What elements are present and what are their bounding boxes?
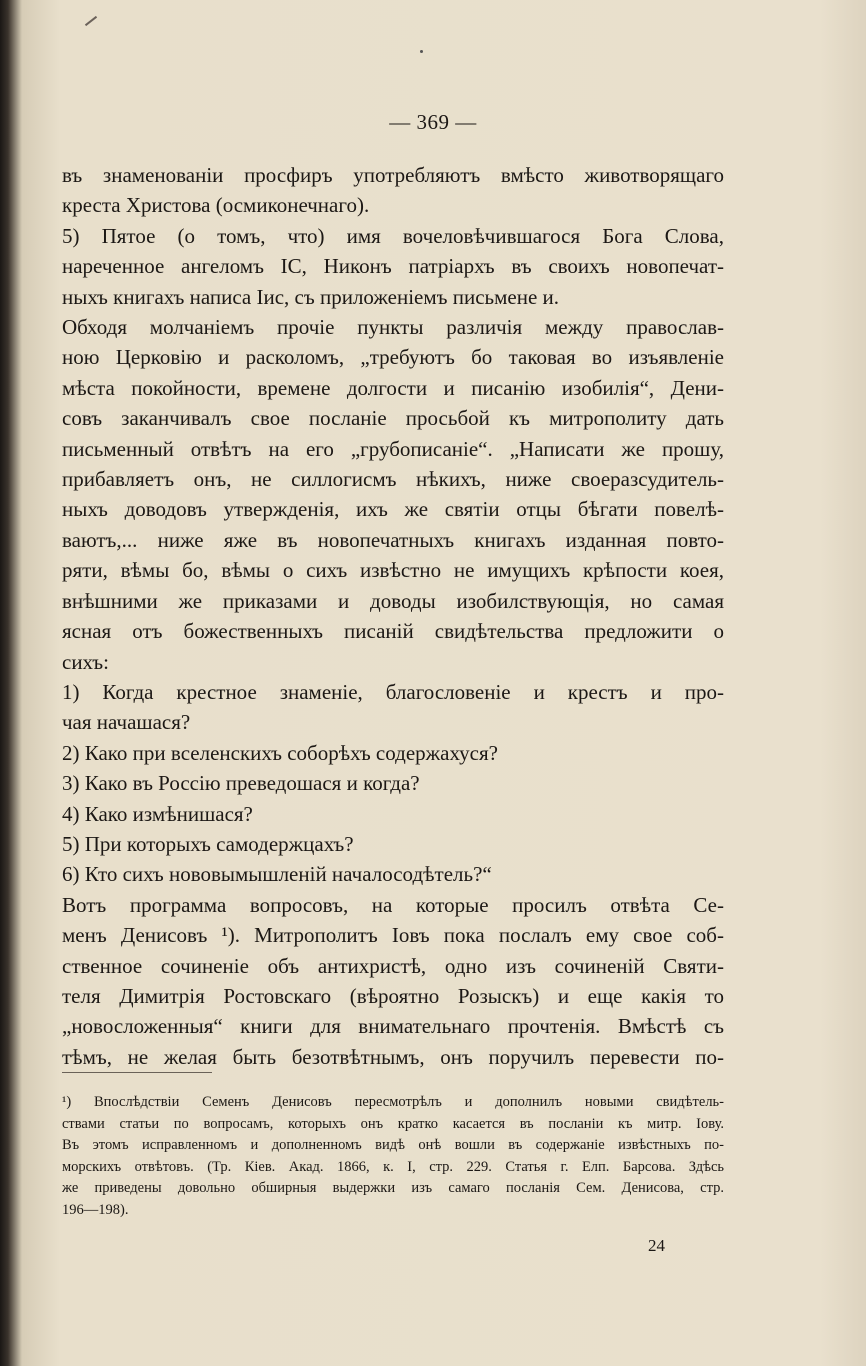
footnote — [62, 1092, 724, 1221]
text-line: въ знаменованіи просфиръ употребляютъ вмѣсто животворящаго — [62, 163, 724, 187]
footnote-line: ¹) Впослѣдствіи Семенъ Денисовъ пересмотрѣлъ и дополнилъ новыми свидѣтель- — [62, 1094, 724, 1110]
text-line: ваютъ,... ниже яже въ новопечатныхъ книгахъ изданная повто- — [62, 527, 724, 552]
signature-mark: 24 — [648, 1236, 665, 1255]
text-line: совъ заканчивалъ свое посланіе просьбой къ митрополиту дать — [62, 406, 724, 431]
text-line: ныхъ доводовъ утвержденія, ихъ же святіи отцы бѣгати повелѣ- — [62, 497, 724, 522]
speck — [420, 50, 423, 53]
text-line: внѣшними же приказами и доводы изобилствующія, но самая — [62, 588, 724, 613]
text-line: 5) При которыхъ самодержцахъ? — [62, 831, 354, 856]
text-line: 3) Како въ Россію преведошася и когда? — [62, 771, 420, 796]
text-line: ряти, вѣмы бо, вѣмы о сихъ извѣстно не имущихъ крѣпости коея, — [62, 558, 724, 583]
text-line: креста Христова (осмиконечнаго). — [62, 193, 370, 218]
text-line: письменный отвѣтъ на его „грубописаніе“. „Написати же прошу, — [62, 436, 724, 461]
text-line: 4) Како измѣнишася? — [62, 801, 253, 826]
text-line: 6) Кто сихъ нововымышленій началосодѣтель?“ — [62, 862, 492, 887]
text-line: теля Димитрія Ростовскаго (вѣроятно Розыскъ) и еще какія то — [62, 983, 724, 1008]
text-line: прибавляетъ онъ, не силлогисмъ нѣкихъ, ниже своеразсудитель- — [62, 467, 724, 492]
footnote-line: же приведены довольно обширныя выдержки изъ самаго посланія Сем. Денисова, стр. — [62, 1180, 724, 1196]
footnote-line: морскихъ отвѣтовъ. (Тр. Кіев. Акад. 1866, к. I, стр. 229. Статья г. Елп. Барсова. Здѣсь — [62, 1158, 724, 1175]
text-line: ныхъ книгахъ написа Іис, съ приложеніемъ письмене и. — [62, 284, 560, 309]
text-line: тѣмъ, не желая быть безотвѣтнымъ, онъ поручилъ перевести по- — [62, 1044, 724, 1069]
page-number: — 369 — — [389, 110, 477, 134]
text-line: мѣста покойности, времене долгости и писанію изобилія“, Дени- — [62, 375, 724, 400]
text-line: сихъ: — [62, 649, 109, 674]
text-line: 1) Когда крестное знаменіе, благословеніе и крестъ и про- — [62, 679, 724, 704]
text-line: ясная отъ божественныхъ писаній свидѣтельства предложити о — [62, 619, 724, 644]
text-line: чая начашася? — [62, 710, 191, 735]
text-line: 5) Пятое (о томъ, что) имя вочеловѣчившагося Бога Слова, — [62, 223, 724, 248]
main-text — [62, 160, 724, 1072]
text-line: 2) Како при вселенскихъ соборѣхъ содержахуся? — [62, 740, 498, 765]
text-line: „новосложенныя“ книги для внимательнаго прочтенія. Вмѣстѣ съ — [62, 1014, 724, 1039]
text-line: нареченное ангеломъ IC, Никонъ патріархъ въ своихъ новопечат- — [62, 254, 724, 279]
text-line: ственное сочиненіе объ антихристѣ, одно изъ сочиненій Святи- — [62, 953, 724, 978]
text-line: менъ Денисовъ ¹). Митрополитъ Іовъ пока послалъ ему свое соб- — [62, 923, 724, 948]
text-line: Вотъ программа вопросовъ, на которые просилъ отвѣта Се- — [62, 892, 724, 917]
footnote-divider — [62, 1072, 212, 1073]
footnote-line: Въ этомъ исправленномъ и дополненномъ видѣ онѣ вошли въ содержаніе извѣстныхъ по- — [62, 1137, 724, 1153]
pencil-mark — [85, 16, 97, 26]
footnote-line: 196—198). — [62, 1201, 129, 1218]
text-line: Обходя молчаніемъ прочіе пункты различія между православ- — [62, 315, 724, 340]
text-line: ною Церковію и расколомъ, „требуютъ бо таковая во изъявленіе — [62, 345, 724, 370]
footnote-line: ствами статьи по вопросамъ, которыхъ онъ кратко касается въ посланіи къ митр. Іову. — [62, 1115, 724, 1132]
